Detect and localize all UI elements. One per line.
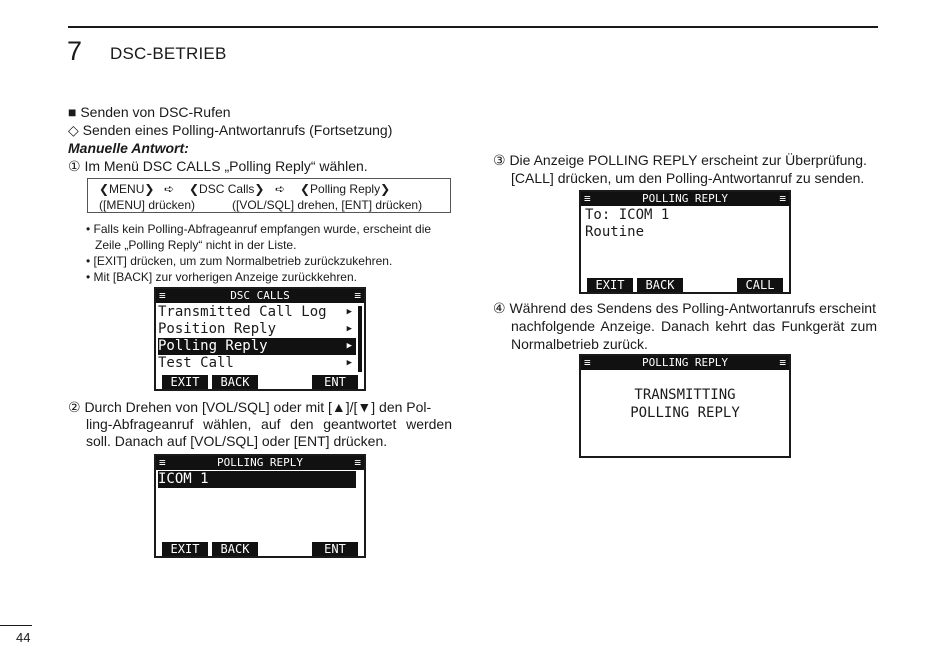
bullet-note-1-cont: Zeile „Polling Reply“ nicht in der Liste. — [95, 238, 297, 252]
back-softkey: BACK — [637, 278, 683, 292]
lcd-title: POLLING REPLY — [641, 192, 729, 205]
subsection-heading: ◇ Senden eines Polling-Antwortanrufs (Fortsetzung) — [68, 122, 393, 138]
lcd-polling-reply-list — [154, 454, 366, 558]
arrow-right-icon: ➪ — [164, 182, 175, 196]
lcd-polling-reply-confirm — [579, 190, 791, 294]
step-4-line-1: ④ Während des Sendens des Polling-Antwortanrufs erscheint — [493, 300, 876, 316]
menu-row-position-reply — [158, 321, 356, 338]
vol-sql-note: ([VOL/SQL] drehen, [ENT] drücken) — [232, 198, 423, 212]
exit-softkey: EXIT — [162, 542, 208, 556]
lcd-title: POLLING REPLY — [641, 356, 729, 369]
transmitting-line-2: POLLING REPLY — [630, 405, 740, 421]
lcd-title-bar — [156, 289, 364, 303]
menu-icon: ≡ — [354, 289, 361, 302]
bullet-note-1: • Falls kein Polling-Abfrageanruf empfangen wurde, erscheint die — [86, 222, 432, 236]
category-line: Routine — [585, 224, 645, 240]
step-2-line-3: soll. Danach auf [VOL/SQL] oder [ENT] drücken. — [86, 433, 388, 449]
page-number-rule — [0, 625, 32, 626]
transmitting-line-1: TRANSMITTING — [634, 387, 736, 403]
lcd-title: POLLING REPLY — [216, 456, 304, 469]
step-3-line-2: [CALL] drücken, um den Polling-Antwortanruf zu senden. — [511, 170, 865, 186]
bullet-note-2: • [EXIT] drücken, um zum Normalbetrieb zurückzukehren. — [86, 254, 393, 268]
ent-softkey: ENT — [312, 542, 358, 556]
menu-row-test-call — [158, 355, 356, 372]
menu-row-transmitted-call-log — [158, 304, 356, 321]
back-softkey: BACK — [212, 375, 258, 389]
menu-icon: ≡ — [159, 289, 166, 302]
operation-box — [87, 178, 451, 213]
recipient-line: To: ICOM 1 — [585, 207, 670, 223]
arrow-right-icon: ➪ — [275, 182, 286, 196]
dsc-calls-label: ❮DSC Calls❯ — [189, 182, 265, 196]
menu-icon: ≡ — [584, 192, 591, 205]
lcd-transmitting — [579, 354, 791, 458]
softkey-bar — [156, 374, 364, 389]
arrow-right-icon: ▶ — [346, 358, 352, 368]
exit-softkey: EXIT — [587, 278, 633, 292]
chapter-number: 7 — [67, 36, 83, 66]
softkey-bar — [156, 541, 364, 556]
polling-reply-label: ❮Polling Reply❯ — [300, 182, 391, 196]
step-4-line-3: Normalbetrieb zurück. — [511, 336, 648, 352]
menu-icon: ≡ — [159, 456, 166, 469]
step-1-text: ① Im Menü DSC CALLS „Polling Reply“ wählen. — [68, 158, 368, 174]
page-number: 44 — [16, 630, 31, 645]
menu-key-label: ❮MENU❯ — [99, 182, 155, 196]
lcd-title-bar — [581, 192, 789, 206]
bullet-note-3: • Mit [BACK] zur vorherigen Anzeige zurückkehren. — [86, 270, 357, 284]
lcd-dsc-calls — [154, 287, 366, 391]
menu-row-label: Test Call — [158, 355, 234, 371]
step-2-line-2: ling-Abfrageanruf wählen, auf den geantwortet werden — [86, 416, 452, 432]
softkey-bar — [581, 277, 789, 292]
lcd-title-bar — [156, 456, 364, 470]
chapter-title: DSC-BETRIEB — [110, 44, 227, 63]
menu-icon: ≡ — [779, 356, 786, 369]
menu-icon: ≡ — [779, 192, 786, 205]
scrollbar — [358, 306, 362, 372]
menu-row-label: Polling Reply — [158, 338, 268, 354]
menu-row-polling-reply-selected — [158, 338, 356, 355]
step-2-line-1: ② Durch Drehen von [VOL/SQL] oder mit [▲]/[▼] den Pol- — [68, 399, 432, 415]
arrow-right-icon: ▶ — [346, 341, 352, 351]
step-3-line-1: ③ Die Anzeige POLLING REPLY erscheint zur Überprüfung. — [493, 152, 867, 168]
menu-press-note: ([MENU] drücken) — [99, 198, 196, 212]
back-softkey: BACK — [212, 542, 258, 556]
header-rule — [68, 26, 878, 28]
ent-softkey: ENT — [312, 375, 358, 389]
arrow-right-icon: ▶ — [346, 307, 352, 317]
menu-row-label: Transmitted Call Log — [158, 304, 327, 320]
menu-icon: ≡ — [354, 456, 361, 469]
section-heading: ■ Senden von DSC-Rufen — [68, 104, 231, 120]
arrow-right-icon: ▶ — [346, 324, 352, 334]
lcd-title-bar — [581, 356, 789, 370]
menu-icon: ≡ — [584, 356, 591, 369]
lcd-title: DSC CALLS — [230, 289, 290, 302]
exit-softkey: EXIT — [162, 375, 208, 389]
list-item-selected: ICOM 1 — [158, 471, 356, 488]
call-softkey: CALL — [737, 278, 783, 292]
manual-reply-label: Manuelle Antwort: — [68, 140, 189, 156]
step-4-line-2: nachfolgende Anzeige. Danach kehrt das Funkgerät zum — [511, 318, 877, 334]
menu-row-label: Position Reply — [158, 321, 277, 337]
